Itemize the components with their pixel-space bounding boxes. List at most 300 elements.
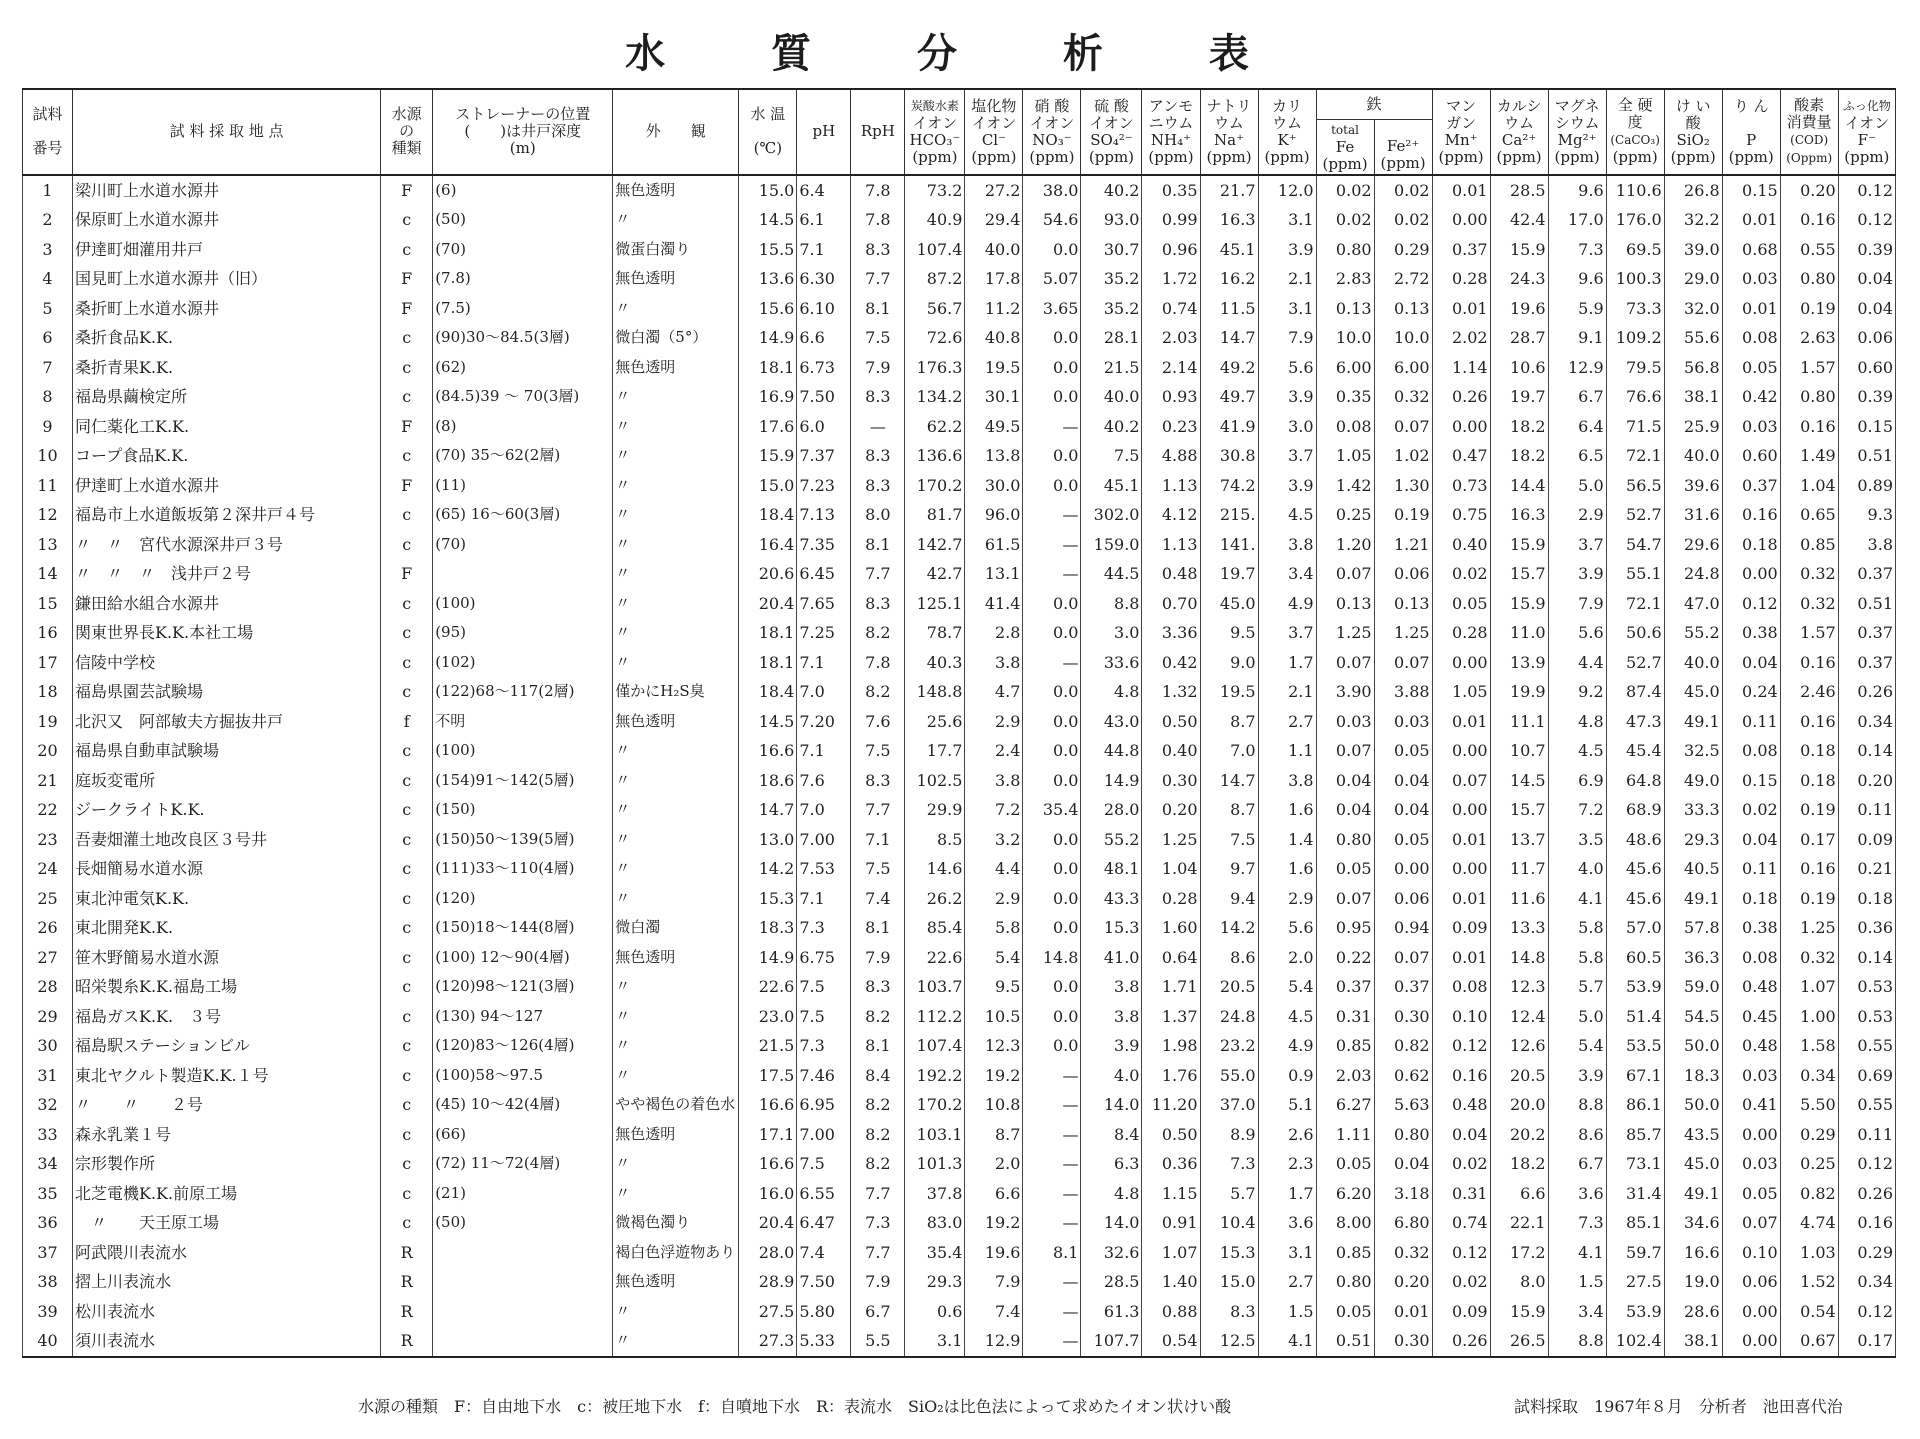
table-cell: 2.46	[1780, 677, 1838, 707]
header-hco3: 炭酸水素 イオン HCO₃⁻ (ppm)	[905, 89, 965, 175]
table-cell: 0.80	[1316, 1267, 1374, 1297]
table-cell: 0.19	[1374, 500, 1432, 530]
table-cell: 85.1	[1606, 1208, 1664, 1238]
table-cell: —	[1023, 530, 1081, 560]
table-cell: 1.4	[1258, 825, 1316, 855]
table-cell: 15.3	[1081, 913, 1142, 943]
table-cell: 11.7	[1490, 854, 1548, 884]
table-cell: 32.0	[1664, 294, 1722, 324]
table-cell: 16.6	[739, 1090, 797, 1120]
table-cell: 18.1	[739, 648, 797, 678]
table-cell: 4.4	[1548, 648, 1606, 678]
table-cell: 12	[23, 500, 73, 530]
table-cell: 14.7	[739, 795, 797, 825]
table-cell: 10	[23, 441, 73, 471]
table-cell: (6)	[433, 175, 613, 206]
table-cell: 0.32	[1780, 589, 1838, 619]
table-cell: 32.6	[1081, 1238, 1142, 1268]
table-cell: 170.2	[905, 1090, 965, 1120]
table-cell: 0.07	[1722, 1208, 1780, 1238]
table-cell: 国見町上水道水源井（旧）	[73, 264, 381, 294]
table-cell: 78.7	[905, 618, 965, 648]
table-cell: 微白濁	[613, 913, 739, 943]
table-row	[23, 1179, 1896, 1209]
table-cell: 12.3	[965, 1031, 1023, 1061]
table-cell: 1.11	[1316, 1120, 1374, 1150]
table-cell: 141.	[1200, 530, 1258, 560]
table-cell: 6.10	[797, 294, 851, 324]
table-cell: 6.7	[1548, 382, 1606, 412]
table-cell: 0.25	[1316, 500, 1374, 530]
table-cell: (72) 11～72(4層)	[433, 1149, 613, 1179]
table-cell: 8.2	[851, 1090, 905, 1120]
table-cell: 0.28	[1142, 884, 1200, 914]
table-cell: 6.4	[797, 175, 851, 206]
table-cell: 11.5	[1200, 294, 1258, 324]
table-cell: 0.54	[1780, 1297, 1838, 1327]
table-cell: 6.4	[1548, 412, 1606, 442]
table-cell: 35.2	[1081, 294, 1142, 324]
table-cell: 3.9	[1548, 559, 1606, 589]
table-cell: 103.7	[905, 972, 965, 1002]
table-cell: 1.03	[1780, 1238, 1838, 1268]
table-cell: 16	[23, 618, 73, 648]
table-cell: 0.0	[1023, 972, 1081, 1002]
table-cell: 7.53	[797, 854, 851, 884]
table-cell: 0.51	[1316, 1326, 1374, 1357]
table-cell: 3.6	[1258, 1208, 1316, 1238]
table-cell: 0.00	[1374, 854, 1432, 884]
table-cell: 7.2	[965, 795, 1023, 825]
table-cell: 無色透明	[613, 264, 739, 294]
table-cell: 0.07	[1316, 559, 1374, 589]
table-cell: 0.01	[1374, 1297, 1432, 1327]
table-cell: 26.2	[905, 884, 965, 914]
table-cell: c	[381, 1120, 433, 1150]
table-cell: (100)58～97.5	[433, 1061, 613, 1091]
table-cell: 3.0	[1081, 618, 1142, 648]
header-sio2: け い 酸 SiO₂ (ppm)	[1664, 89, 1722, 175]
table-cell: 5.07	[1023, 264, 1081, 294]
table-cell: 40.0	[1664, 648, 1722, 678]
table-cell: 8	[23, 382, 73, 412]
table-cell: 16.9	[739, 382, 797, 412]
table-cell: 47.0	[1664, 589, 1722, 619]
table-cell: 8.8	[1548, 1090, 1606, 1120]
table-cell: (150)18～144(8層)	[433, 913, 613, 943]
table-cell: 2.4	[965, 736, 1023, 766]
table-cell: 30.1	[965, 382, 1023, 412]
table-cell: 26.5	[1490, 1326, 1548, 1357]
table-cell: 0.00	[1432, 795, 1490, 825]
table-cell: 0.12	[1722, 589, 1780, 619]
table-cell: 0.19	[1780, 795, 1838, 825]
table-cell: R	[381, 1238, 433, 1268]
table-cell: 44.8	[1081, 736, 1142, 766]
table-cell: 2.7	[1258, 707, 1316, 737]
table-cell: 1.5	[1258, 1297, 1316, 1327]
table-cell: 0.02	[1316, 205, 1374, 235]
table-cell: —	[1023, 1267, 1081, 1297]
table-cell	[433, 559, 613, 589]
table-cell: 22.6	[739, 972, 797, 1002]
table-cell: 5.63	[1374, 1090, 1432, 1120]
table-cell: 0.04	[1316, 795, 1374, 825]
table-cell: 11.1	[1490, 707, 1548, 737]
table-cell: 信陵中学校	[73, 648, 381, 678]
table-cell: 須川表流水	[73, 1326, 381, 1357]
table-cell: 〃	[613, 648, 739, 678]
table-cell: 14.6	[905, 854, 965, 884]
table-cell: 3.6	[1548, 1179, 1606, 1209]
table-cell: 7.37	[797, 441, 851, 471]
table-cell: 0.07	[1316, 736, 1374, 766]
table-cell: 10.0	[1316, 323, 1374, 353]
table-cell: 0.02	[1432, 559, 1490, 589]
header-appearance: 外 観	[613, 89, 739, 175]
table-cell: 0.26	[1432, 1326, 1490, 1357]
table-cell: 8.7	[1200, 795, 1258, 825]
table-cell: 0.80	[1780, 382, 1838, 412]
table-row	[23, 913, 1896, 943]
table-cell: 1.71	[1142, 972, 1200, 1002]
table-body	[23, 175, 1896, 1357]
table-cell: 8.1	[851, 530, 905, 560]
table-cell: 0.18	[1722, 530, 1780, 560]
table-cell: 56.8	[1664, 353, 1722, 383]
table-cell: c	[381, 205, 433, 235]
table-cell: 53.9	[1606, 972, 1664, 1002]
table-cell: 0.11	[1838, 1120, 1895, 1150]
table-cell: 無色透明	[613, 353, 739, 383]
table-cell: 宗形製作所	[73, 1149, 381, 1179]
table-cell: 0.48	[1142, 559, 1200, 589]
table-cell: 15.6	[739, 294, 797, 324]
table-cell: 18.6	[739, 766, 797, 796]
table-cell: 無色透明	[613, 943, 739, 973]
table-cell: 3.1	[1258, 205, 1316, 235]
table-cell: 0.80	[1316, 235, 1374, 265]
table-cell: 〃	[613, 589, 739, 619]
table-cell: 3.4	[1258, 559, 1316, 589]
table-row	[23, 441, 1896, 471]
table-cell: 8.3	[1200, 1297, 1258, 1327]
table-cell: 10.6	[1490, 353, 1548, 383]
table-cell: 15.0	[739, 471, 797, 501]
table-cell: 0.02	[1374, 175, 1432, 206]
table-cell: 5.33	[797, 1326, 851, 1357]
table-cell: 34	[23, 1149, 73, 1179]
table-cell: 4.7	[965, 677, 1023, 707]
table-cell: 3.88	[1374, 677, 1432, 707]
table-cell: 8.3	[851, 235, 905, 265]
table-cell: 12.0	[1258, 175, 1316, 206]
table-row	[23, 471, 1896, 501]
table-cell: 72.6	[905, 323, 965, 353]
table-cell: 16.4	[739, 530, 797, 560]
table-cell: 6.55	[797, 1179, 851, 1209]
table-cell: 29.6	[1664, 530, 1722, 560]
table-cell: F	[381, 175, 433, 206]
table-row	[23, 1002, 1896, 1032]
table-cell: 1.5	[1548, 1267, 1606, 1297]
table-cell: 0.02	[1432, 1267, 1490, 1297]
table-cell: 6.6	[965, 1179, 1023, 1209]
table-cell: c	[381, 825, 433, 855]
table-cell: 55.0	[1200, 1061, 1258, 1091]
table-cell: 〃	[613, 766, 739, 796]
table-cell: 14.5	[1490, 766, 1548, 796]
table-cell: 0.45	[1722, 1002, 1780, 1032]
table-cell: 19	[23, 707, 73, 737]
table-cell: 7.5	[851, 736, 905, 766]
table-cell: 26	[23, 913, 73, 943]
table-cell: 0.06	[1722, 1267, 1780, 1297]
table-cell: 7.3	[1548, 235, 1606, 265]
table-cell: 2.63	[1780, 323, 1838, 353]
table-cell: 12.9	[965, 1326, 1023, 1357]
table-cell: 6.73	[797, 353, 851, 383]
table-cell: 〃 〃 宮代水源深井戸３号	[73, 530, 381, 560]
table-cell: c	[381, 235, 433, 265]
table-cell: 4.8	[1081, 1179, 1142, 1209]
table-cell: 0.00	[1432, 854, 1490, 884]
table-cell: c	[381, 530, 433, 560]
table-cell: 13.6	[739, 264, 797, 294]
table-cell: 0.17	[1780, 825, 1838, 855]
header-temp: 水 温 (℃)	[739, 89, 797, 175]
table-cell: 109.2	[1606, 323, 1664, 353]
table-cell: F	[381, 264, 433, 294]
table-cell: 0.12	[1838, 175, 1895, 206]
table-cell: 8.8	[1548, 1326, 1606, 1357]
table-cell: 無色透明	[613, 707, 739, 737]
table-cell: 0.94	[1374, 913, 1432, 943]
table-cell: 5.0	[1548, 471, 1606, 501]
table-cell: 18.4	[739, 500, 797, 530]
table-cell: 0.82	[1374, 1031, 1432, 1061]
table-cell: 62.2	[905, 412, 965, 442]
table-cell: 45.0	[1200, 589, 1258, 619]
table-cell: F	[381, 471, 433, 501]
table-cell: 6.3	[1081, 1149, 1142, 1179]
table-row	[23, 707, 1896, 737]
table-cell: 0.07	[1316, 648, 1374, 678]
header-nh4: アンモ ニウム NH₄⁺ (ppm)	[1142, 89, 1200, 175]
table-cell: c	[381, 1090, 433, 1120]
table-cell: 25.6	[905, 707, 965, 737]
table-cell: 0.28	[1432, 264, 1490, 294]
table-cell: 20.4	[739, 1208, 797, 1238]
table-cell: 159.0	[1081, 530, 1142, 560]
table-cell: 0.0	[1023, 736, 1081, 766]
table-cell: 40.2	[1081, 412, 1142, 442]
table-cell: 142.7	[905, 530, 965, 560]
table-row	[23, 500, 1896, 530]
table-cell: 不明	[433, 707, 613, 737]
table-cell: 5.50	[1780, 1090, 1838, 1120]
table-cell: 0.24	[1722, 677, 1780, 707]
table-cell: 0.12	[1432, 1031, 1490, 1061]
table-cell: 〃	[613, 530, 739, 560]
table-cell: 14.2	[739, 854, 797, 884]
table-cell: 38.0	[1023, 175, 1081, 206]
table-cell: 21.5	[739, 1031, 797, 1061]
table-cell: 伊達町上水道水源井	[73, 471, 381, 501]
table-cell: 0.60	[1838, 353, 1895, 383]
table-cell: 3.7	[1548, 530, 1606, 560]
table-cell: 15.7	[1490, 795, 1548, 825]
table-cell: 29.4	[965, 205, 1023, 235]
table-cell: —	[1023, 1179, 1081, 1209]
table-cell: 176.0	[1606, 205, 1664, 235]
table-cell: 0.91	[1142, 1208, 1200, 1238]
table-cell: 5.7	[1548, 972, 1606, 1002]
table-cell: 4.5	[1258, 1002, 1316, 1032]
table-cell: 29.3	[905, 1267, 965, 1297]
table-cell: 0.00	[1722, 559, 1780, 589]
table-cell: 0.07	[1374, 648, 1432, 678]
table-cell: 0.36	[1838, 913, 1895, 943]
table-cell: 8.9	[1200, 1120, 1258, 1150]
table-cell: F	[381, 559, 433, 589]
table-row	[23, 795, 1896, 825]
table-cell: 無色透明	[613, 1120, 739, 1150]
table-cell: 0.89	[1838, 471, 1895, 501]
table-cell: 28.7	[1490, 323, 1548, 353]
table-cell: 0.01	[1432, 825, 1490, 855]
table-cell: 5.8	[965, 913, 1023, 943]
table-cell: 7.5	[797, 1002, 851, 1032]
table-cell: 0.05	[1316, 1297, 1374, 1327]
table-cell: c	[381, 618, 433, 648]
table-cell: 0.04	[1316, 766, 1374, 796]
table-cell: 0.62	[1374, 1061, 1432, 1091]
table-cell: 18.3	[1664, 1061, 1722, 1091]
table-cell: 23	[23, 825, 73, 855]
table-cell: 0.48	[1722, 972, 1780, 1002]
table-cell: 3.18	[1374, 1179, 1432, 1209]
table-cell: 1.21	[1374, 530, 1432, 560]
table-cell: 〃	[613, 500, 739, 530]
table-cell: 4.12	[1142, 500, 1200, 530]
table-cell: 3.9	[1258, 382, 1316, 412]
table-cell: 23.2	[1200, 1031, 1258, 1061]
table-cell: 0.31	[1432, 1179, 1490, 1209]
table-cell: 0.0	[1023, 441, 1081, 471]
footer-sampling-info: 試料採取 1967年８月 分析者 池田喜代治	[1514, 1397, 1843, 1416]
table-cell: 1.57	[1780, 618, 1838, 648]
table-cell: 0.93	[1142, 382, 1200, 412]
table-cell: 1.49	[1780, 441, 1838, 471]
table-cell: 0.60	[1722, 441, 1780, 471]
table-cell: 褐白色浮遊物あり	[613, 1238, 739, 1268]
table-cell: 43.5	[1664, 1120, 1722, 1150]
table-cell: 〃	[613, 382, 739, 412]
table-cell: 7.1	[851, 825, 905, 855]
table-cell: 0.40	[1142, 736, 1200, 766]
table-cell: 45.0	[1664, 1149, 1722, 1179]
table-cell: 35	[23, 1179, 73, 1209]
table-cell: 8.6	[1548, 1120, 1606, 1150]
table-cell: 0.39	[1838, 235, 1895, 265]
table-cell: 0.9	[1258, 1061, 1316, 1091]
table-cell: 保原町上水道水源井	[73, 205, 381, 235]
table-cell: (95)	[433, 618, 613, 648]
table-cell: 7.50	[797, 382, 851, 412]
table-cell: 17.1	[739, 1120, 797, 1150]
table-cell: 0.6	[905, 1297, 965, 1327]
table-cell: 16.3	[1490, 500, 1548, 530]
table-cell: 19.7	[1200, 559, 1258, 589]
table-cell: 福島駅ステーションビル	[73, 1031, 381, 1061]
table-cell	[433, 1326, 613, 1357]
table-cell: 0.11	[1722, 854, 1780, 884]
table-cell: 27.5	[1606, 1267, 1664, 1297]
table-cell: 24.8	[1200, 1002, 1258, 1032]
table-cell: 2.0	[965, 1149, 1023, 1179]
table-cell: 6.6	[1490, 1179, 1548, 1209]
table-cell: 23.0	[739, 1002, 797, 1032]
table-cell: 7.5	[1200, 825, 1258, 855]
table-row	[23, 1297, 1896, 1327]
table-cell: 21.7	[1200, 175, 1258, 206]
table-cell: 110.6	[1606, 175, 1664, 206]
table-cell: 〃	[613, 205, 739, 235]
table-cell: 微褐色濁り	[613, 1208, 739, 1238]
table-cell: 1.25	[1780, 913, 1838, 943]
table-cell: 33.6	[1081, 648, 1142, 678]
table-cell: —	[1023, 648, 1081, 678]
table-cell: 0.06	[1838, 323, 1895, 353]
table-cell: 19.0	[1664, 1267, 1722, 1297]
table-cell: 0.53	[1838, 972, 1895, 1002]
table-cell: 0.99	[1142, 205, 1200, 235]
water-quality-table	[22, 88, 1896, 1358]
table-cell: 8.1	[851, 294, 905, 324]
table-cell: 0.0	[1023, 1002, 1081, 1032]
table-row	[23, 854, 1896, 884]
table-cell: 6.00	[1374, 353, 1432, 383]
table-cell: 7.3	[1548, 1208, 1606, 1238]
table-cell: 2.0	[1258, 943, 1316, 973]
header-location: 試 料 採 取 地 点	[73, 89, 381, 175]
table-cell: 3.1	[1258, 294, 1316, 324]
table-cell: 9	[23, 412, 73, 442]
table-cell: 7.6	[851, 707, 905, 737]
header-fe2: Fe²⁺ (ppm)	[1374, 119, 1432, 175]
table-cell: 4.0	[1081, 1061, 1142, 1091]
table-cell: (130) 94～127	[433, 1002, 613, 1032]
table-cell: 32	[23, 1090, 73, 1120]
table-cell: 7.5	[851, 323, 905, 353]
table-cell: 5.4	[1548, 1031, 1606, 1061]
table-cell: (122)68～117(2層)	[433, 677, 613, 707]
table-cell: 19.5	[1200, 677, 1258, 707]
table-cell: 1.76	[1142, 1061, 1200, 1091]
table-cell: 55.2	[1664, 618, 1722, 648]
table-cell: 53.9	[1606, 1297, 1664, 1327]
table-cell: 0.03	[1722, 1149, 1780, 1179]
table-cell: 73.2	[905, 175, 965, 206]
table-cell: 0.16	[1432, 1061, 1490, 1091]
table-cell: 〃	[613, 825, 739, 855]
table-cell: 48.6	[1606, 825, 1664, 855]
table-cell	[433, 1297, 613, 1327]
header-mg: マグネ シウム Mg²⁺ (ppm)	[1548, 89, 1606, 175]
table-cell: 0.16	[1838, 1208, 1895, 1238]
table-cell: 0.34	[1838, 1267, 1895, 1297]
